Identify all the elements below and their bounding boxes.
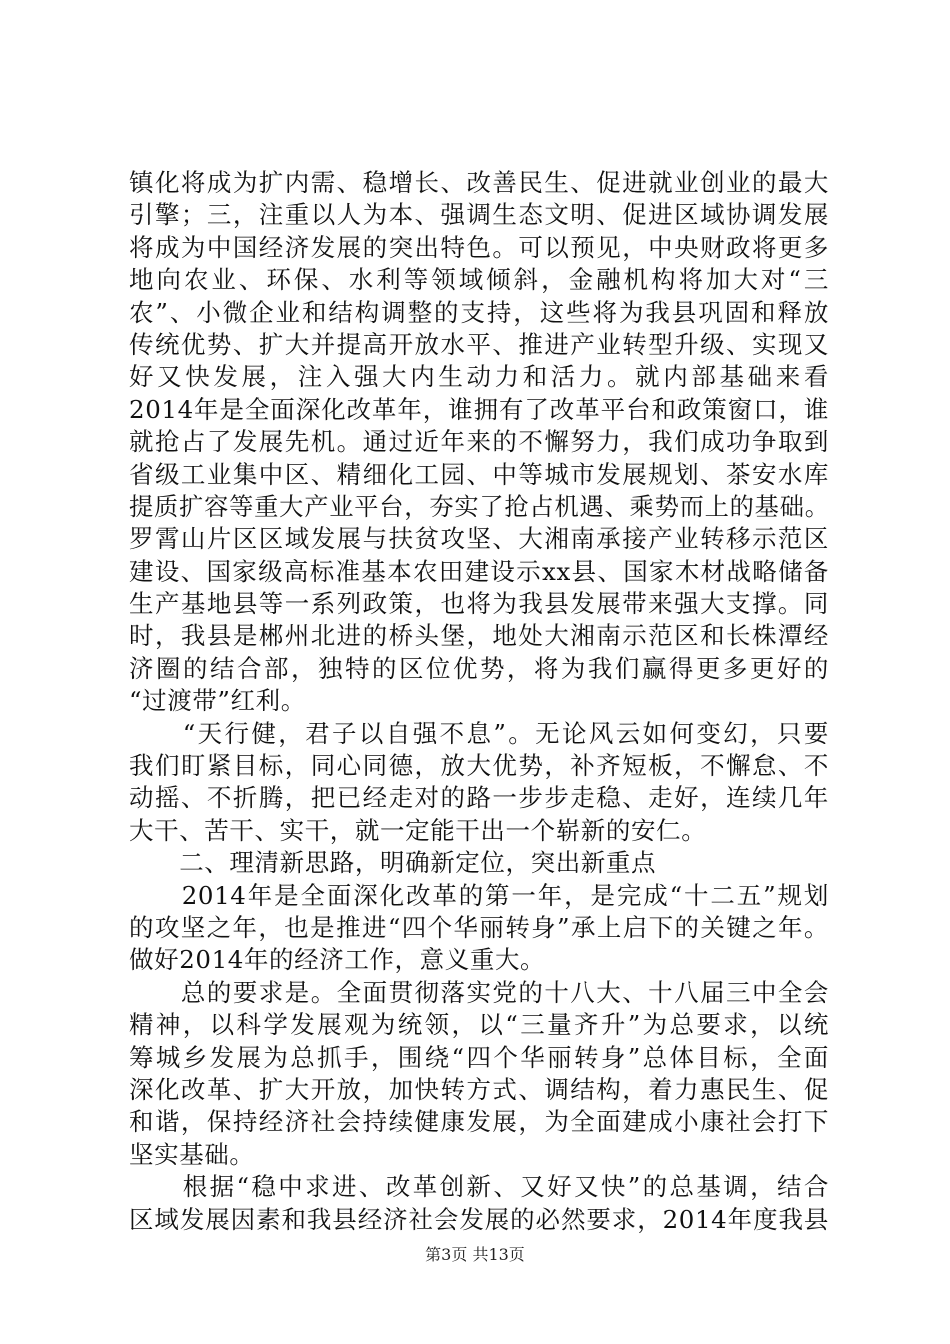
text-line: 济圈的结合部，独特的区位优势，将为我们赢得更多更好的 [129,653,829,683]
text-line: 传统优势、扩大并提高开放水平、推进产业转型升级、实现又 [129,329,829,359]
text-line: 建设、国家级高标准基本农田建设示xx县、国家木材战略储备 [129,556,829,586]
text-line: 区域发展因素和我县经济社会发展的必然要求，2014年度我县 [129,1204,829,1234]
text-line: 2014年是全面深化改革年，谁拥有了改革平台和政策窗口，谁 [129,394,829,424]
text-line: 引擎；三，注重以人为本、强调生态文明、促进区域协调发展 [129,200,829,230]
text-line: 好又快发展，注入强大内生动力和活力。就内部基础来看 [129,362,829,392]
text-line: “天行健，君子以自强不息”。无论风云如何变幻，只要 [129,718,829,748]
text-line: 农”、小微企业和结构调整的支持，这些将为我县巩固和释放 [129,297,829,327]
page-footer: 第3页 共13页 [425,1245,525,1264]
text-line: 镇化将成为扩内需、稳增长、改善民生、促进就业创业的最大 [129,168,829,197]
text-line: 提质扩容等重大产业平台，夯实了抢占机遇、乘势而上的基础。 [129,491,829,521]
text-line: 大干、苦干、实干，就一定能干出一个崭新的安仁。 [129,815,707,845]
text-line: 就抢占了发展先机。通过近年来的不懈努力，我们成功争取到 [129,427,829,457]
text-line: 生产基地县等一系列政策，也将为我县发展带来强大支撑。同 [129,589,829,619]
text-line: 时，我县是郴州北进的桥头堡，地处大湘南示范区和长株潭经 [129,621,829,651]
text-line: 筹城乡发展为总抓手，围绕“四个华丽转身”总体目标，全面 [129,1042,829,1072]
text-line: 我们盯紧目标，同心同德，放大优势，补齐短板，不懈怠、不 [129,751,829,781]
text-line: 精神，以科学发展观为统领，以“三量齐升”为总要求，以统 [129,1010,829,1040]
text-line: 罗霄山片区区域发展与扶贫攻坚、大湘南承接产业转移示范区 [129,524,829,554]
text-line: 地向农业、环保、水利等领域倾斜，金融机构将加大对“三 [129,265,829,295]
text-line: 动摇、不折腾，把已经走对的路一步步走稳、走好，连续几年 [129,783,829,813]
text-line: 2014年是全面深化改革的第一年，是完成“十二五”规划 [129,880,829,910]
text-line: 做好2014年的经济工作，意义重大。 [129,945,546,975]
text-line: 深化改革、扩大开放，加快转方式、调结构，着力惠民生、促 [129,1074,829,1104]
text-line: 的攻坚之年，也是推进“四个华丽转身”承上启下的关键之年。 [129,912,829,942]
text-line: 将成为中国经济发展的突出特色。可以预见，中央财政将更多 [129,232,829,262]
text-line: 省级工业集中区、精细化工园、中等城市发展规划、茶安水库 [129,459,829,489]
document-body [129,167,829,1236]
text-line: 根据“稳中求进、改革创新、又好又快”的总基调，结合 [129,1172,829,1202]
text-line: 坚实基础。 [129,1139,255,1169]
text-line: 二、理清新思路，明确新定位，突出新重点 [129,848,657,878]
text-line: 和谐，保持经济社会持续健康发展，为全面建成小康社会打下 [129,1107,829,1137]
text-line: 总的要求是。全面贯彻落实党的十八大、十八届三中全会 [129,977,829,1007]
text-line: “过渡带”红利。 [129,686,306,716]
